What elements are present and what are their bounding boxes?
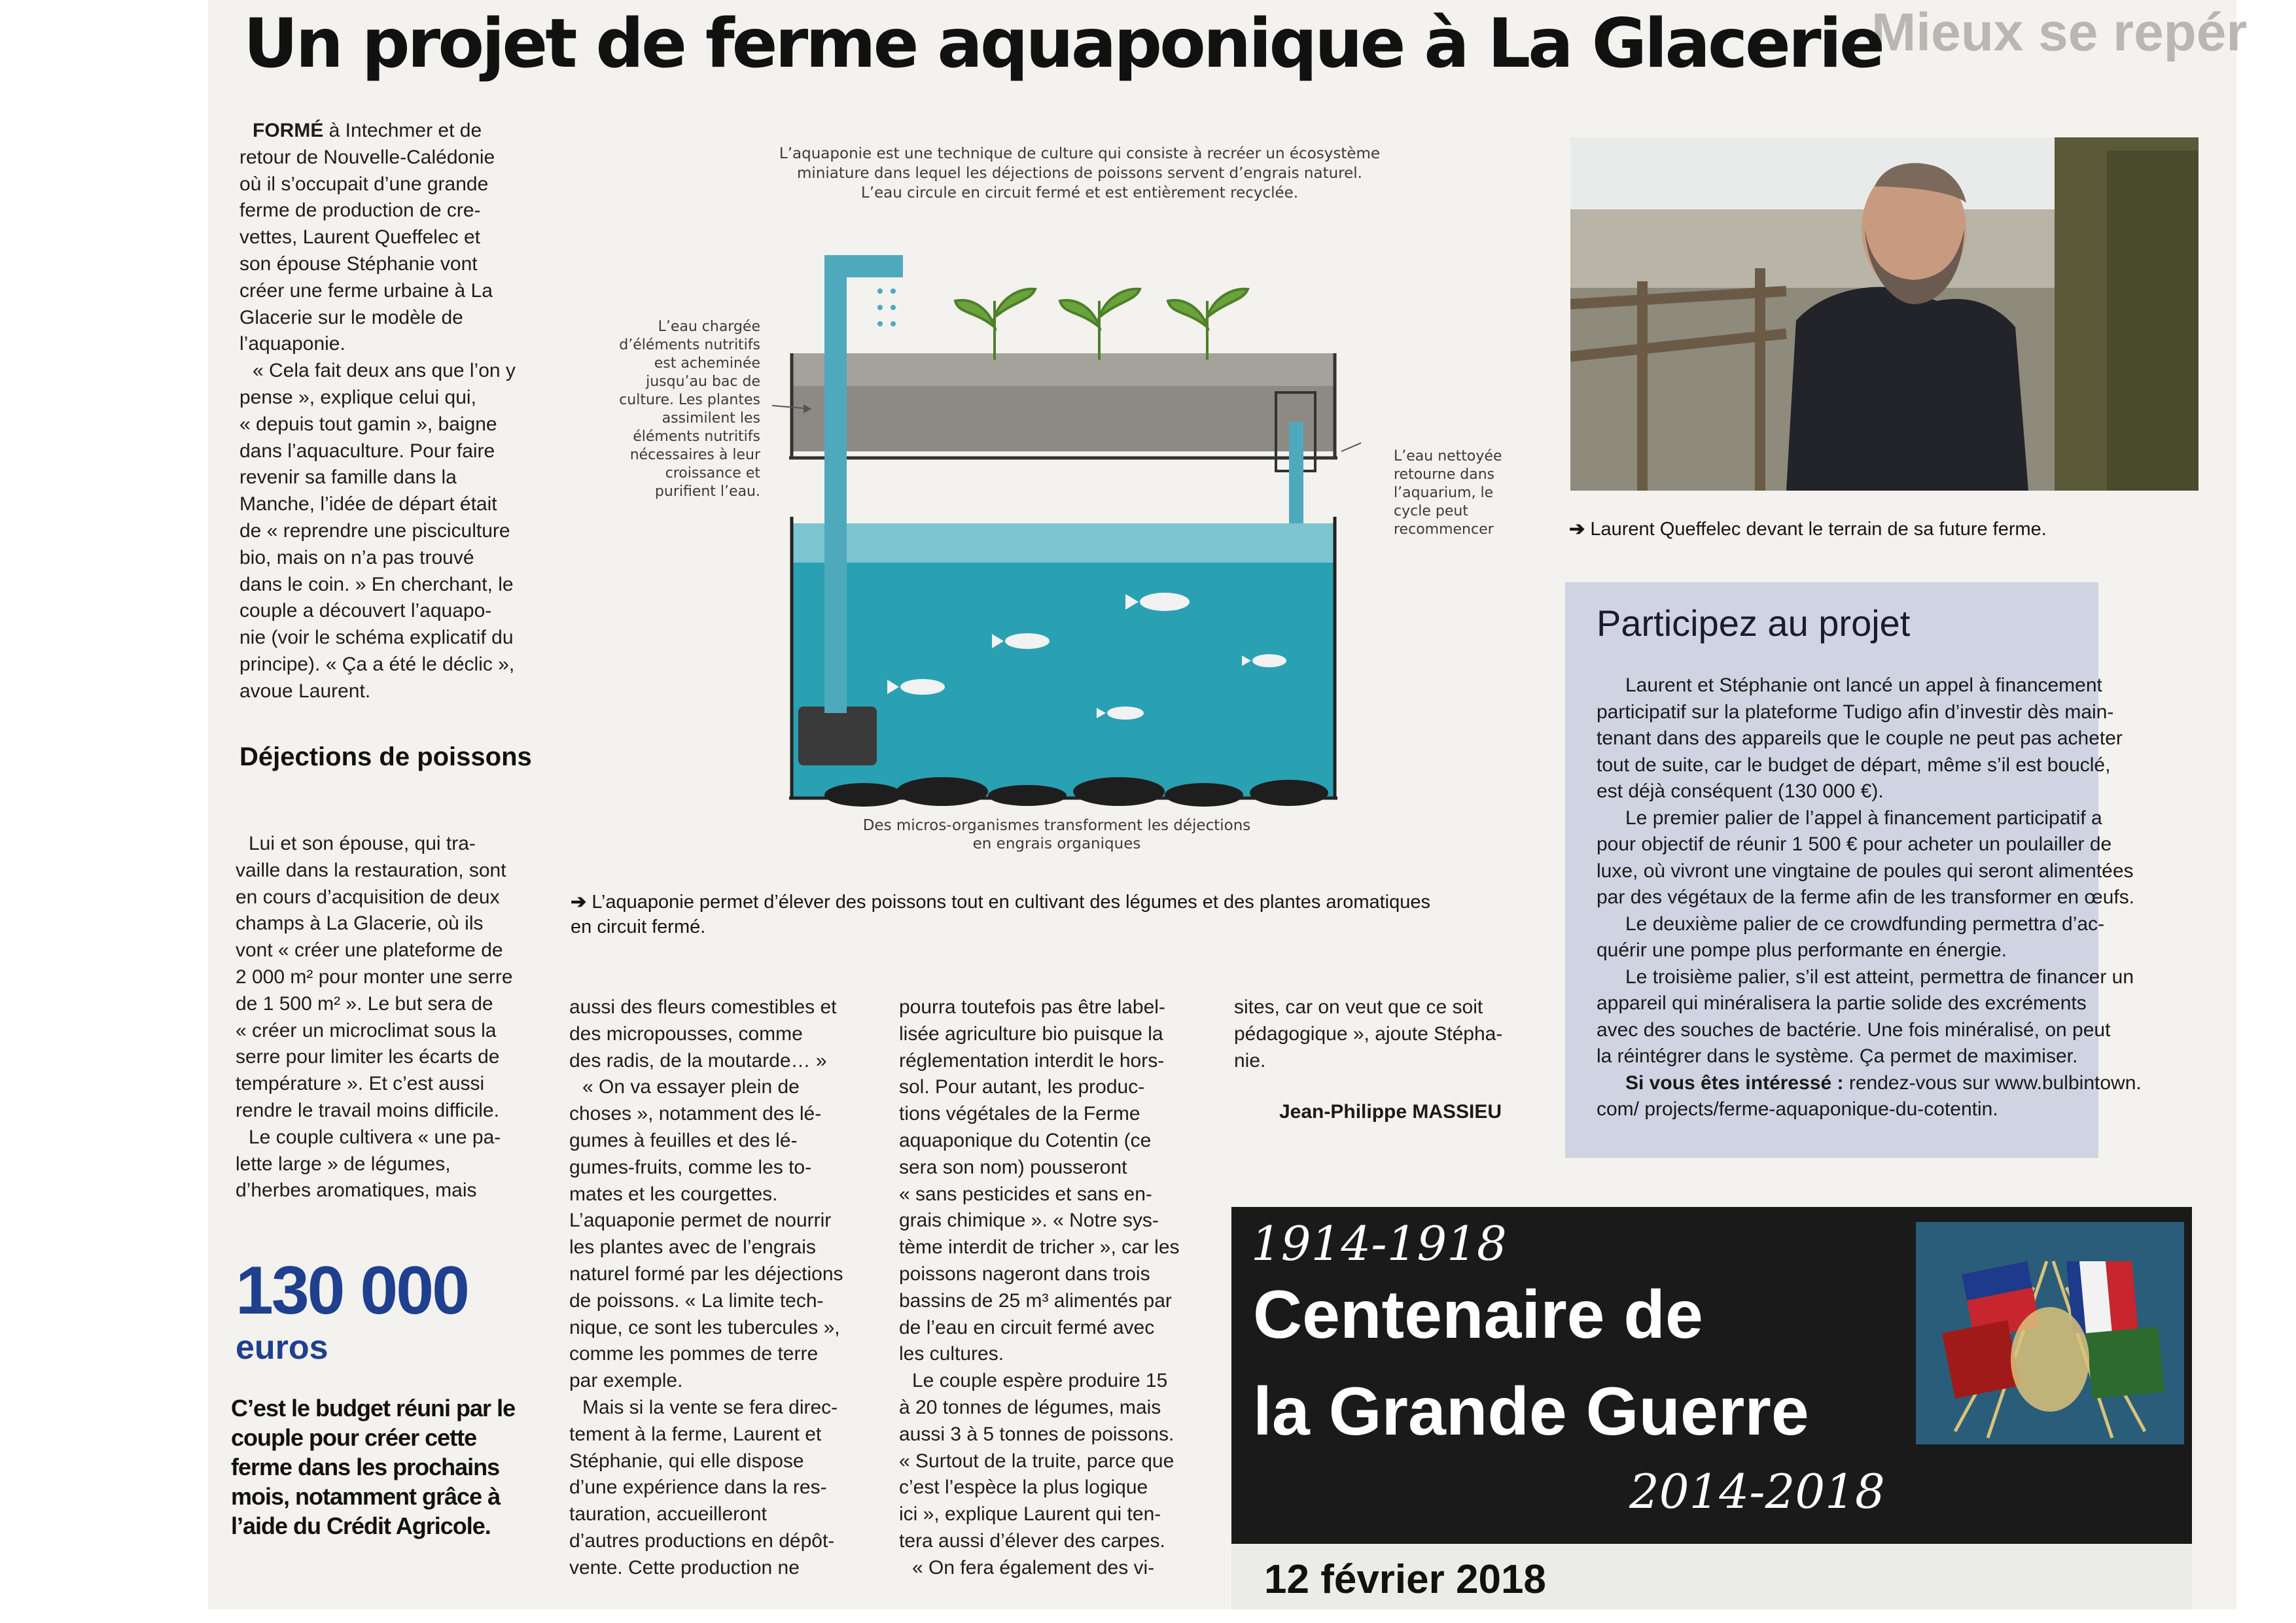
arrow-right-icon: ➔ [571,892,587,913]
headline: Un projet de ferme aquaponique à La Glacerie [243,5,1882,83]
article-col-1 [239,118,535,705]
banner-title-line2: la Grande Guerre [1253,1374,1809,1450]
project-link: rendez-vous sur www.bulbintown. [1843,1072,2142,1094]
cta-label: Si vous êtes intéressé : [1625,1072,1844,1094]
article-col-3: pourra toutefois pas être label- lisée agriculture bio puisque la réglementation interdit le hors- sol. Pour autant, les produc- tions végétales de la Ferme aquaponique du Cotentin (ce sera son nom) pousseront « sans pesticides et sans en- grais chimique ». « Notre sys- tème interdit de tricher », car les poissons nageront dans trois bassins de 25 m³ alimentés par de l’eau en circuit fermé avec les cultures. Le couple espère produire 15 à 20 tonnes de légumes, mais aussi 3 à 5 tonnes de poissons. « Surtout de la truite, parce que c’est l’espèce la plus logique ici », explique Laurent qui ten- tera aussi d’élever des carpes. « On fera également des vi- [899,996,1180,1579]
photo-caption: ➔ Laurent Queffelec devant le terrain de sa future ferme. [1569,519,2047,540]
highlight-number: 130 000 [236,1253,468,1329]
banner-years-bottom: 2014-2018 [1629,1464,1885,1519]
banner-date: 12 février 2018 [1264,1557,1546,1602]
paragraph-2: « Cela fait deux ans que l’on y pense », explique celui qui, « depuis tout gamin », baigne dans l’aquaculture. Pour faire revenir sa famille dans la Manche, l’idée de départ était de « reprendre une pisciculture bio, mais on n’a pas trouvé dans le coin. » En cherchant, le couple a découvert l’aquapo- nie (voir le schéma explicatif du principe). « Ça a été le déclic », avoue Laurent. [239,360,516,702]
pipe [824,262,847,713]
subhead: Déjections de poissons [239,742,532,771]
pump [798,707,877,765]
article-col-2: aussi des fleurs comestibles et des micropousses, comme des radis, de la moutarde… » « On va essayer plein de choses », notamment des lé- gumes à feuilles et des lé- gumes-fruits, comme les to- mates et les courgettes. L’aquaponie permet de nourrir les plantes avec de l’engrais naturel formé par les déjections de poissons. « La limite tech- nique, ce sont les tubercules », comme les pommes de terre par exemple. Mais si la vente se fera direc- tement à la ferme, Laurent et Stéphanie, qui elle dispose d’une expérience dans la res- tauration, accueilleront d’autres productions en dépôt- vente. Cette production ne [569,996,843,1579]
diagram-top-note: L’aquaponie est une technique de culture qui consiste à recréer un écosystème miniature dans lequel les déjections de poissons servent d’engrais naturel. L’eau circule en circuit fermé et est entièrement recyclée. [779,145,1381,201]
arrow-right-icon: ➔ [1569,519,1585,540]
article-col-1b [236,831,535,1204]
banner-years-top: 1914-1918 [1251,1216,1507,1271]
participate-body: Laurent et Stéphanie ont lancé un appel à financement participatif sur la plateforme Tudigo afin d’investir dès main- tenant dans des appareils que le couple ne peut pas acheter tout de suite, car le budget de départ, même s’il est bouclé, est déjà conséquent (130 000 €). Le premier palier de l’appel à financement participatif a pour objectif de réunir 1 500 € pour acheter un poulailler de luxe, où vivront une vingtaine de poules qui seront alimentées par des végétaux de la ferme afin de les transformer en œufs. Le deuxième palier de ce crowdfunding permettra d’ac- quérir une pompe plus performante en énergie. Le troisième palier, s’il est atteint, permettra de financer un appareil qui minéralisera la partie solide des excréments avec des souches de bactérie. Une fois minéralisé, on peut la réintégrer dans le système. Ça permet de maximiser. Si vous êtes intéressé : rendez-vous sur www.bulbintown. com/ projects/ferme-aquaponique-du-cotentin. [1597,674,2142,1120]
paragraph-4: Le couple cultivera « une pa- lette large » de légumes, d’herbes aromatiques, mais [236,1126,501,1202]
highlight-text: C’est le budget réuni par le couple pour créer cette ferme dans les prochains mois, notamment grâce à l’aide du Crédit Agricole. [231,1395,516,1539]
diagram-caption: ➔ L’aquaponie permet d’élever des poissons tout en cultivant des légumes et des plantes aromatiques en circuit fermé. [571,892,1431,937]
intro-paragraph: FORMÉ à Intechmer et de retour de Nouvelle-Calédonie où il s’occupait d’une grande ferme de production de cre- vettes, Laurent Queffelec et son épouse Stéphanie vont créer une ferme urbaine à La Glacerie sur le modèle de l’aquaponie. [239,120,495,355]
highlight-unit: euros [236,1329,328,1367]
diagram-bottom-note: Des micros-organismes transforment les déjections en engrais organiques [862,817,1251,852]
participate-title: Participez au projet [1597,602,1911,644]
diagram-right-note: L’eau nettoyée retourne dans l’aquarium, le cycle peut recommencer [1394,448,1502,538]
flags-emblem [1916,1222,2184,1444]
banner-title-line1: Centenaire de [1253,1277,1703,1353]
plant-icon [955,289,1248,360]
portrait-photo [1570,137,2199,491]
aquaponics-diagram [733,236,1361,811]
article-col-4: sites, car on veut que ce soit pédagogique », ajoute Stépha- nie. [1234,996,1503,1072]
diagram-left-note: L’eau chargée d’éléments nutritifs est acheminée jusqu’au bac de culture. Les plantes assimilent les éléments nutritifs nécessaires à leur croissance et purifient l’eau. [619,319,760,500]
project-link-cont: com/ projects/ferme-aquaponique-du-cotentin. [1597,1098,1998,1120]
paragraph-3: Lui et son épouse, qui tra- vaille dans la restauration, sont en cours d’acquisition de deux champs à La Glacerie, où ils vont « créer une plateforme de 2 000 m² pour monter une serre de 1 500 m² ». Le but sera de « créer un microclimat sous la serre pour limiter les écarts de température ». Et c’est aussi rendre le travail moins difficile. [236,833,513,1121]
byline: Jean-Philippe MASSIEU [1279,1101,1502,1123]
bleed-through-heading: Mieux se repér [1871,3,2248,62]
water-drops [877,288,896,326]
lead-word: FORMÉ [253,120,324,141]
